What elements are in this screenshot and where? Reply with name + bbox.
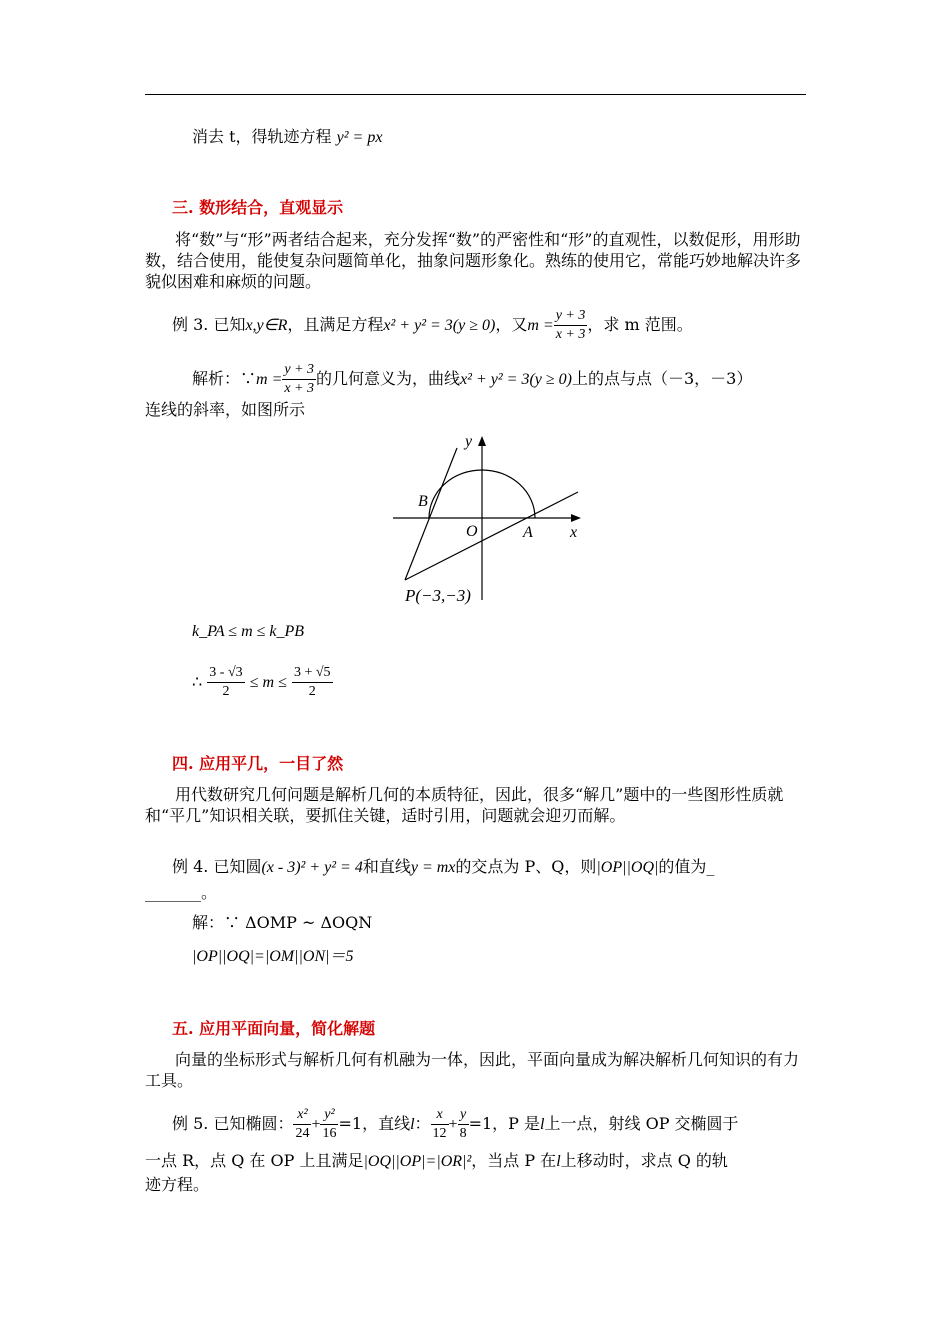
trajectory-formula: y² = px bbox=[336, 129, 383, 146]
header-rule bbox=[145, 94, 806, 95]
ex5-x2: x² bbox=[293, 1106, 311, 1125]
sol3-suffix: 上的点与点（－3，－3） bbox=[572, 369, 753, 388]
ex3-mid: ，且满足方程 bbox=[287, 315, 384, 334]
point-p-label: P(−3,−3) bbox=[405, 586, 471, 605]
lower-num: 3 - √3 bbox=[207, 664, 244, 683]
ex5-l3: l bbox=[556, 1153, 561, 1170]
inequality-1 bbox=[192, 622, 304, 642]
ex5-line2-suffix: 上移动时，求点 Q 的轨 bbox=[560, 1151, 728, 1170]
sol3-frac-num: y + 3 bbox=[282, 361, 316, 380]
ex4-line: y = mx bbox=[410, 859, 456, 876]
upper-bound-fraction bbox=[292, 664, 333, 701]
section-4-heading: 四. 应用平几，一目了然 bbox=[172, 754, 344, 773]
ex4-circle: (x - 3)² + y² = 4 bbox=[261, 859, 363, 876]
solution-4-line2: |OP||OQ|=|OM||ON|＝5 bbox=[192, 948, 354, 965]
ex4-mid2: 的交点为 P、Q，则 bbox=[455, 857, 597, 876]
ex5-16: 16 bbox=[322, 1126, 337, 1141]
y-label: y bbox=[465, 433, 473, 450]
solution-3-line1 bbox=[192, 357, 752, 402]
example-4 bbox=[172, 857, 714, 878]
ex5-mid: =1，P 是 bbox=[468, 1114, 541, 1133]
ex3-cond: x,y∈R bbox=[245, 317, 288, 334]
ex4-prefix: 例 4. 已知圆 bbox=[172, 857, 262, 876]
solution-4-line1 bbox=[192, 913, 372, 933]
ex3-suffix: ，求 m 范围。 bbox=[587, 315, 693, 334]
trajectory-text: 消去 t，得轨迹方程 bbox=[192, 127, 332, 146]
ex5-eq1: =1，直线 bbox=[338, 1114, 411, 1133]
example-5-line3: 迹方程。 bbox=[145, 1175, 210, 1194]
upper-num: 3 + √5 bbox=[292, 664, 333, 683]
line-y-frac bbox=[458, 1106, 469, 1143]
ex5-8: 8 bbox=[459, 1126, 467, 1141]
trajectory-line bbox=[192, 127, 382, 148]
section-5-heading: 五. 应用平面向量，简化解题 bbox=[172, 1019, 376, 1038]
ex4-suffix: 的值为_ bbox=[658, 857, 715, 876]
sol3-frac-den: x + 3 bbox=[284, 381, 315, 396]
example-3 bbox=[172, 303, 693, 348]
solution-3-line2: 连线的斜率，如图所示 bbox=[145, 400, 306, 419]
x-label: x bbox=[570, 524, 578, 541]
therefore-symbol: ∴ bbox=[192, 672, 203, 691]
inequality-2 bbox=[192, 660, 333, 705]
lower-den: 2 bbox=[222, 684, 230, 699]
ex5-y: y bbox=[458, 1106, 469, 1125]
ex4-mid: 和直线 bbox=[362, 857, 411, 876]
ex5-12: 12 bbox=[432, 1126, 447, 1141]
sol3-prefix: 解析：∵ bbox=[192, 369, 257, 388]
upper-den: 2 bbox=[308, 684, 316, 699]
origin-label: O bbox=[466, 523, 478, 540]
ex3-m: m = bbox=[527, 317, 554, 334]
ex5-abs: |OQ||OP|=|OR|² bbox=[363, 1153, 472, 1170]
ellipse-y-frac bbox=[320, 1106, 338, 1143]
sol3-fraction bbox=[282, 361, 316, 398]
ex5-mid2: 上一点，射线 OP 交椭圆于 bbox=[544, 1114, 739, 1133]
line-pb bbox=[405, 448, 457, 580]
lower-bound-fraction bbox=[207, 664, 244, 701]
ex5-line2-prefix: 一点 R，点 Q 在 OP 上且满足 bbox=[145, 1151, 364, 1170]
ex3-fraction bbox=[554, 307, 588, 344]
section-4-intro: 用代数研究几何问题是解析几何的本质特征，因此，很多“解几”题中的一些图形性质就和“平几”知识相关联，要抓住关键，适时引用，问题就会迎刃而解。 bbox=[145, 785, 784, 825]
example-5: 例 5. 已知椭圆： $\frac{\text{x²}}{24}$ + $\frac{\text{y²}}{16}$ =1，直线l： $\frac{x}{12}$ + $\frac{y}{8}$ =1，P 是l上一点，射线 OP 交椭圆于 bbox=[172, 1107, 739, 1141]
ex5-l2: l bbox=[540, 1116, 545, 1133]
frac-den: x + 3 bbox=[555, 327, 586, 342]
ex3-equation: x² + y² = 3(y ≥ 0) bbox=[383, 317, 496, 334]
sol3-m: m = bbox=[256, 371, 283, 388]
line-x-frac bbox=[431, 1106, 449, 1143]
le-m-le: ≤ m ≤ bbox=[249, 674, 287, 691]
ex5-x: x bbox=[431, 1106, 449, 1125]
y-axis-arrow bbox=[478, 436, 486, 446]
sol3-eq: x² + y² = 3(y ≥ 0) bbox=[460, 371, 572, 388]
section-3-heading: 三. 数形结合，直观显示 bbox=[172, 198, 344, 217]
point-a-label: A bbox=[523, 524, 533, 541]
sol4-line1-text: 解：∵ ΔOMP ~ ΔOQN bbox=[192, 913, 373, 932]
x-axis-arrow bbox=[571, 514, 581, 522]
ex5-y2: y² bbox=[320, 1106, 338, 1125]
ellipse-x-frac bbox=[293, 1106, 311, 1143]
example-4-blank: _______。 bbox=[145, 883, 218, 902]
section-3-intro: 将“数”与“形”两者结合起来，充分发挥“数”的严密性和“形”的直观性，以数促形，用形助数，结合使用，能使复杂问题简单化，抽象问题形象化。熟练的使用它，常能巧妙地解决许多貌似困难和麻烦的问题。 bbox=[145, 230, 802, 291]
inequality-1-text: k_PA ≤ m ≤ k_PB bbox=[192, 623, 305, 640]
ex4-abs: |OP||OQ| bbox=[596, 859, 659, 876]
ex3-mid2: ，又 bbox=[495, 315, 528, 334]
geometry-figure bbox=[385, 430, 595, 610]
ex5-24: 24 bbox=[295, 1126, 310, 1141]
example-5-line2 bbox=[145, 1151, 728, 1172]
point-b-label: B bbox=[418, 493, 428, 510]
ex5-line2-mid: ，当点 P 在 bbox=[471, 1151, 557, 1170]
frac-num: y + 3 bbox=[554, 307, 588, 326]
sol3-mid: 的几何意义为，曲线 bbox=[316, 369, 461, 388]
section-5-intro: 向量的坐标形式与解析几何有机融为一体，因此，平面向量成为解决解析几何知识的有力工具。 bbox=[145, 1050, 800, 1090]
ex3-prefix: 例 3. 已知 bbox=[172, 315, 246, 334]
ex5-l: l bbox=[410, 1116, 415, 1133]
ex5-prefix: 例 5. 已知椭圆： bbox=[172, 1114, 294, 1133]
ex5-colon: ： bbox=[414, 1114, 431, 1133]
